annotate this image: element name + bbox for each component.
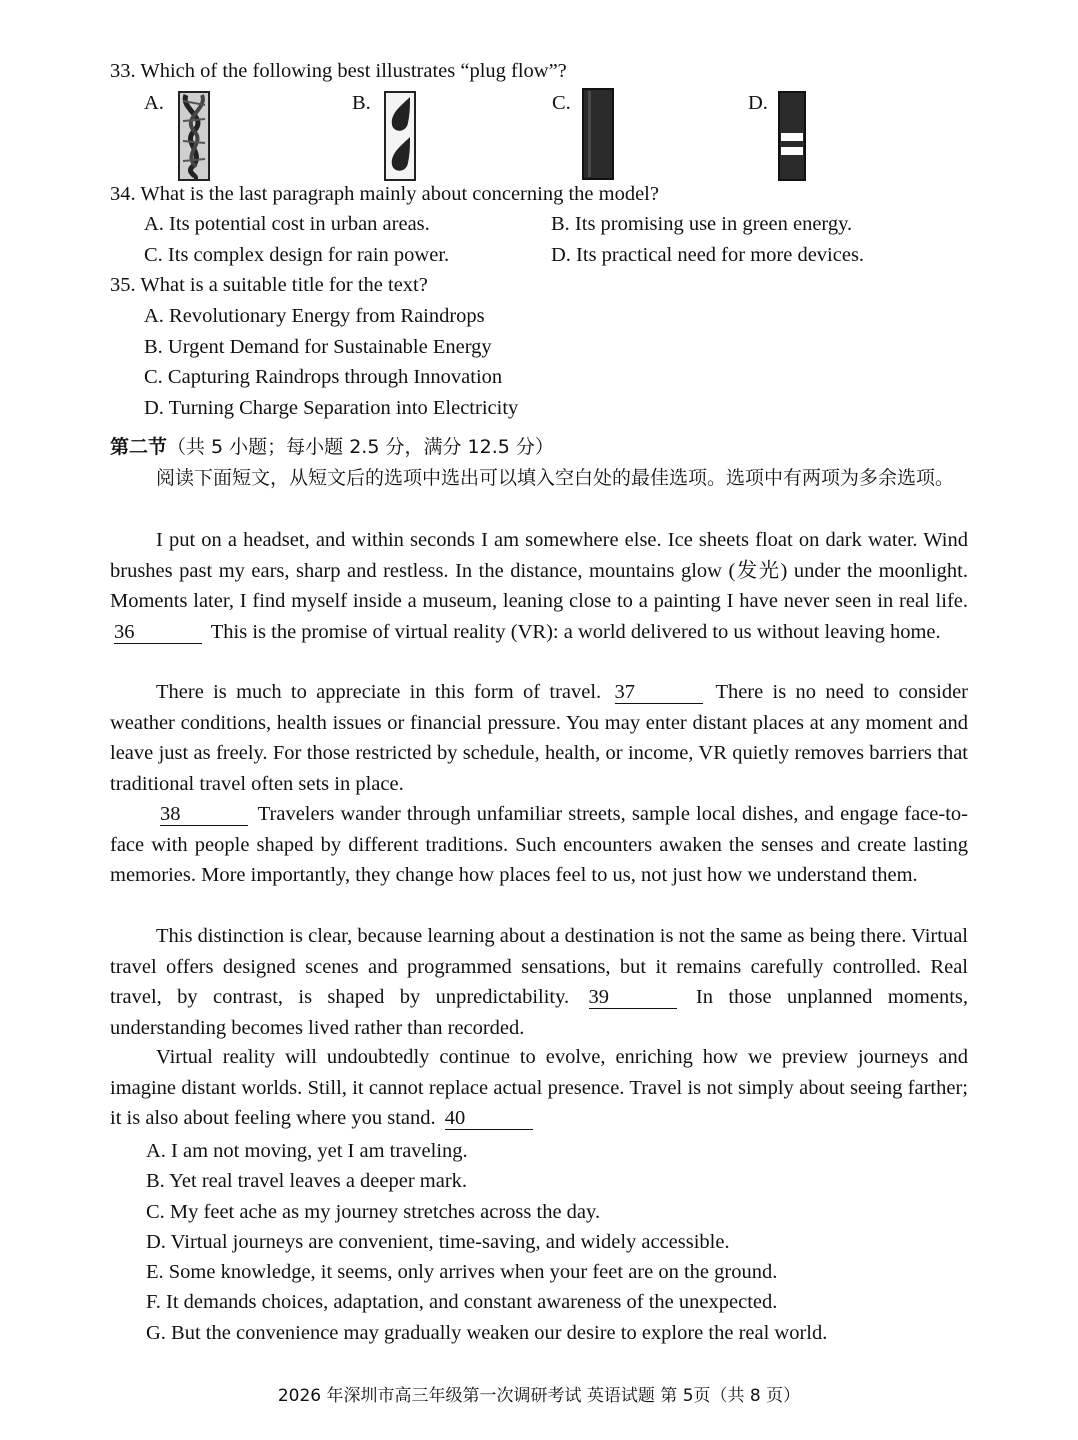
passage-paragraph-2 <box>110 677 968 799</box>
q34-option-a: A. Its potential cost in urban areas. <box>144 213 430 235</box>
choice-c: C. My feet ache as my journey stretches across the day. <box>146 1200 601 1223</box>
passage-text: In those unplanned moments, understanding becomes lived rather than recorded. <box>110 986 969 1039</box>
page-footer: 2026 年深圳市高三年级第一次调研考试 英语试题 第 5页（共 8 页） <box>277 1386 801 1406</box>
passage-text: There is no need to consider weather conditions, health issues or financial pressure. You may enter distant places at any moment and leave just as freely. For those restricted by schedule, health, or income, VR quietly removes barriers that traditional travel often sets in place. <box>110 681 969 795</box>
section-title: 第二节 <box>110 436 168 458</box>
droplet-tube-icon <box>384 91 416 181</box>
section-header <box>110 432 554 463</box>
passage-paragraph-5 <box>110 1042 968 1134</box>
segmented-plug-tube-icon <box>778 91 806 181</box>
q33-option-b <box>352 88 432 180</box>
blank-40[interactable]: 40 <box>445 1107 533 1130</box>
blank-37[interactable]: 37 <box>615 681 703 704</box>
q33-option-c <box>552 88 632 180</box>
solid-dark-tube-icon <box>582 88 614 180</box>
passage-text: I put on a headset, and within seconds I am somewhere else. Ice sheets float on dark water. Wind brushes past my ears, sharp and restless. In the distance, mountains glow (发光) under the moonlight. Moments later, I find myself inside a museum, leaning close to a painting I have never seen in real life. <box>110 529 968 612</box>
passage-text: Virtual reality will undoubtedly continue to evolve, enriching how we preview journeys and imagine distant worlds. Still, it cannot replace actual presence. Travel is not simply about seeing farther; it is also about feeling where you stand. <box>110 1046 968 1129</box>
choice-b: B. Yet real travel leaves a deeper mark. <box>146 1170 468 1193</box>
option-label: C. <box>552 92 571 114</box>
answer-choices <box>146 1136 827 1348</box>
q35-option-d: D. Turning Charge Separation into Electricity <box>144 397 519 419</box>
choice-g: G. But the convenience may gradually weaken our desire to explore the real world. <box>146 1321 828 1344</box>
option-label: D. <box>748 92 768 114</box>
passage-paragraph-1 <box>110 525 968 647</box>
q34-option-b: B. Its promising use in green energy. <box>551 213 853 235</box>
q35-option-a: A. Revolutionary Energy from Raindrops <box>144 305 485 327</box>
q35-option-b: B. Urgent Demand for Sustainable Energy <box>144 336 492 358</box>
choice-e: E. Some knowledge, it seems, only arrives when your feet are on the ground. <box>146 1261 778 1284</box>
q35-stem: 35. What is a suitable title for the text? <box>110 274 428 296</box>
option-label: A. <box>144 92 164 114</box>
blank-39[interactable]: 39 <box>589 986 677 1009</box>
option-label: B. <box>352 92 371 114</box>
passage-text: This is the promise of virtual reality (VR): a world delivered to us without leaving home. <box>210 620 941 643</box>
q34-stem: 34. What is the last paragraph mainly about concerning the model? <box>110 183 659 205</box>
passage-text: There is much to appreciate in this form of travel. <box>156 681 602 703</box>
choice-f: F. It demands choices, adaptation, and constant awareness of the unexpected. <box>146 1291 778 1314</box>
q35-option-c: C. Capturing Raindrops through Innovation <box>144 366 503 388</box>
blank-38[interactable]: 38 <box>160 803 248 826</box>
blank-36[interactable]: 36 <box>114 621 202 644</box>
choice-a: A. I am not moving, yet I am traveling. <box>146 1140 468 1162</box>
twisted-tube-icon <box>178 91 210 181</box>
section-detail: （共 5 小题；每小题 2.5 分，满分 12.5 分） <box>167 436 554 458</box>
q33-option-d <box>748 88 828 180</box>
section-instructions: 阅读下面短文，从短文后的选项中选出可以填入空白处的最佳选项。选项中有两项为多余选项。 <box>156 467 955 489</box>
passage-paragraph-4 <box>110 921 968 1043</box>
q33-stem: 33. Which of the following best illustrates “plug flow”? <box>110 60 567 82</box>
q34-option-c: C. Its complex design for rain power. <box>144 244 450 266</box>
q34-option-d: D. Its practical need for more devices. <box>551 244 865 266</box>
passage-text: Travelers wander through unfamiliar streets, sample local dishes, and engage face-to-face with people shaped by different traditions. Such encounters awaken the senses and create lasting memories. More importantly, they change how places feel to us, not just how we understand them. <box>110 803 968 886</box>
passage-text: This distinction is clear, because learning about a destination is not the same as being there. Virtual travel offers designed scenes and programmed sensations, but it remains carefully controlled. Real travel, by contrast, is shaped by unpredictability. <box>110 925 968 1008</box>
passage-paragraph-3 <box>110 799 968 891</box>
choice-d: D. Virtual journeys are convenient, time-saving, and widely accessible. <box>146 1230 730 1253</box>
q33-option-a <box>144 88 224 180</box>
